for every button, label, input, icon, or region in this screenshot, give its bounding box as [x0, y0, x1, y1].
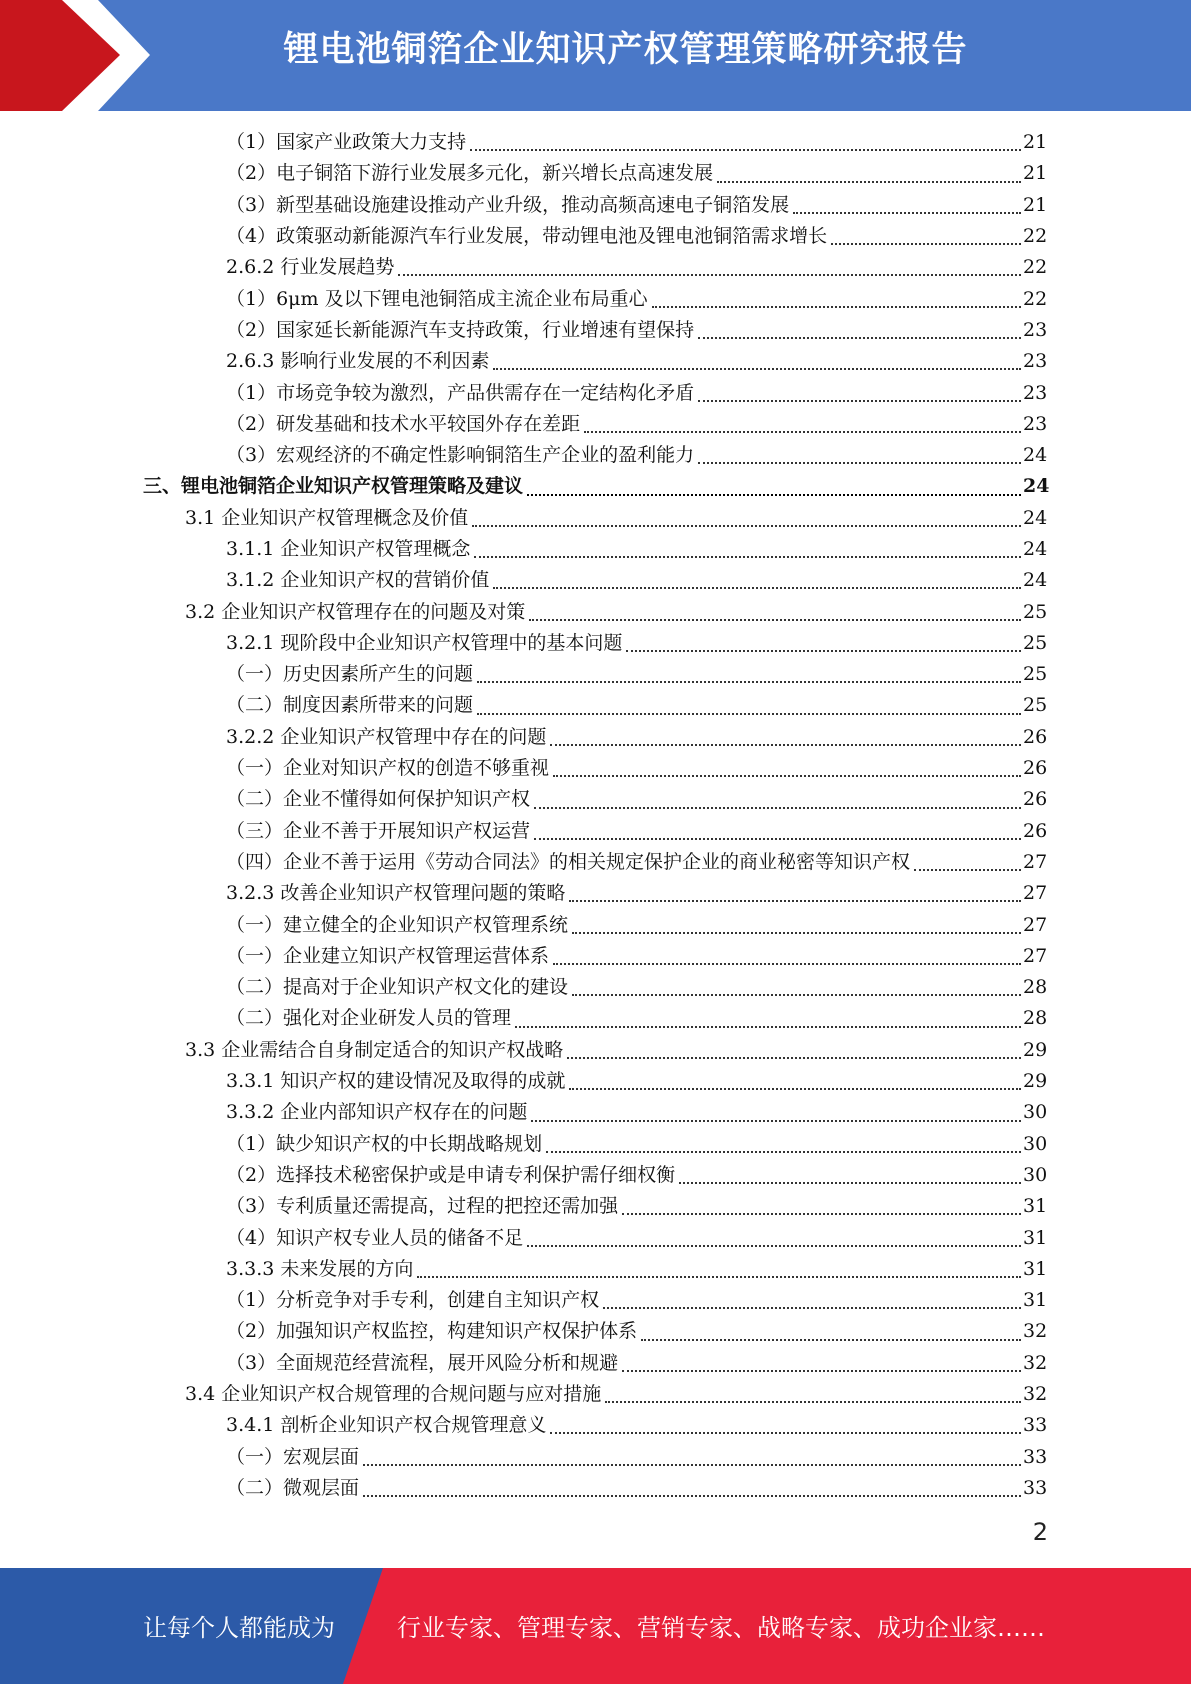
toc-entry[interactable] [0, 816, 1191, 847]
toc-entry-title: （3）新型基础设施建设推动产业升级，推动高频高速电子铜箔发展 [226, 193, 790, 216]
toc-entry[interactable] [0, 909, 1191, 940]
toc-entry-page: 23 [1023, 350, 1048, 373]
toc-leader-dots [567, 1035, 1021, 1059]
toc-entry-page: 31 [1023, 1226, 1048, 1249]
toc-leader-dots [572, 910, 1021, 934]
toc-leader-dots [569, 1066, 1021, 1090]
toc-leader-dots [534, 816, 1021, 840]
toc-leader-dots [622, 1348, 1021, 1372]
toc-entry-page: 28 [1023, 1007, 1048, 1030]
toc-entry-title: （二）提高对于企业知识产权文化的建设 [226, 976, 569, 999]
toc-entry-title: 3.1 企业知识产权管理概念及价值 [185, 506, 469, 529]
toc-entry-page: 33 [1023, 1445, 1048, 1468]
toc-entry-page: 26 [1023, 819, 1048, 842]
toc-entry[interactable] [0, 158, 1191, 189]
toc-leader-dots [472, 503, 1021, 527]
toc-leader-dots [363, 1473, 1021, 1497]
toc-leader-dots [572, 972, 1021, 996]
toc-leader-dots [652, 284, 1021, 308]
toc-entry-page: 24 [1023, 475, 1050, 498]
toc-entry-page: 27 [1023, 850, 1048, 873]
toc-entry-page: 21 [1023, 162, 1048, 185]
toc-entry[interactable] [0, 1285, 1191, 1316]
toc-leader-dots [626, 628, 1021, 652]
toc-entry-title: 3.3 企业需结合自身制定适合的知识产权战略 [185, 1038, 564, 1061]
toc-entry[interactable] [0, 315, 1191, 346]
toc-entry-title: （二）微观层面 [226, 1476, 360, 1499]
toc-entry-page: 23 [1023, 318, 1048, 341]
toc-entry[interactable] [0, 534, 1191, 565]
toc-entry-title: （二）强化对企业研发人员的管理 [226, 1007, 512, 1030]
toc-entry-title: 3.1.2 企业知识产权的营销价值 [226, 569, 490, 592]
toc-leader-dots [534, 785, 1021, 809]
toc-entry-title: （二）制度因素所带来的问题 [226, 694, 474, 717]
toc-entry-title: （四）企业不善于运用《劳动合同法》的相关规定保护企业的商业秘密等知识产权 [226, 850, 911, 873]
toc-entry-page: 29 [1023, 1070, 1048, 1093]
toc-entry-page: 32 [1023, 1320, 1048, 1343]
toc-entry[interactable] [0, 565, 1191, 596]
toc-entry[interactable] [0, 1066, 1191, 1097]
toc-entry-page: 21 [1023, 193, 1048, 216]
page-number: 2 [1032, 1518, 1048, 1546]
toc-entry-page: 24 [1023, 444, 1048, 467]
toc-entry[interactable] [0, 409, 1191, 440]
toc-entry-title: 2.6.2 行业发展趋势 [226, 256, 395, 279]
toc-leader-dots [531, 1098, 1021, 1122]
toc-entry-page: 25 [1023, 631, 1048, 654]
toc-entry-title: 3.2.3 改善企业知识产权管理问题的策略 [226, 882, 566, 905]
toc-entry-title: （1）国家产业政策大力支持 [226, 131, 467, 154]
toc-entry[interactable] [0, 1160, 1191, 1191]
toc-leader-dots [527, 472, 1021, 496]
toc-entry[interactable] [0, 941, 1191, 972]
toc-entry-page: 22 [1023, 256, 1048, 279]
toc-entry[interactable] [0, 127, 1191, 158]
toc-leader-dots [474, 534, 1021, 558]
toc-entry-title: 3.2.1 现阶段中企业知识产权管理中的基本问题 [226, 631, 623, 654]
toc-entry-title: 3.4 企业知识产权合规管理的合规问题与应对措施 [185, 1383, 602, 1406]
toc-entry-page: 22 [1023, 287, 1048, 310]
toc-leader-dots [546, 1129, 1021, 1153]
toc-entry[interactable] [0, 1097, 1191, 1128]
footer-slogan-right: 行业专家、管理专家、营销专家、战略专家、成功企业家…… [397, 1614, 1045, 1642]
toc-leader-dots [477, 691, 1021, 715]
toc-entry-title: 2.6.3 影响行业发展的不利因素 [226, 350, 490, 373]
toc-entry-page: 30 [1023, 1132, 1048, 1155]
toc-leader-dots [914, 847, 1021, 871]
toc-entry-title: （一）建立健全的企业知识产权管理系统 [226, 913, 569, 936]
toc-entry-page: 30 [1023, 1101, 1048, 1124]
toc-entry[interactable] [0, 1379, 1191, 1410]
toc-entry[interactable] [0, 377, 1191, 408]
toc-entry[interactable] [0, 1003, 1191, 1034]
toc-entry-page: 22 [1023, 225, 1048, 248]
toc-entry-title: 3.3.2 企业内部知识产权存在的问题 [226, 1101, 528, 1124]
toc-entry-page: 31 [1023, 1289, 1048, 1312]
toc-entry-page: 33 [1023, 1414, 1048, 1437]
toc-entry[interactable] [0, 1441, 1191, 1472]
toc-leader-dots [569, 878, 1021, 902]
toc-entry[interactable] [0, 221, 1191, 252]
toc-entry[interactable] [0, 847, 1191, 878]
toc-entry[interactable] [0, 1035, 1191, 1066]
toc-entry-title: （3）宏观经济的不确定性影响铜箔生产企业的盈利能力 [226, 444, 695, 467]
report-title: 锂电池铜箔企业知识产权管理策略研究报告 [283, 30, 968, 70]
footer-slogan-left: 让每个人都能成为 [143, 1614, 335, 1642]
toc-entry-page: 25 [1023, 694, 1048, 717]
toc-entry[interactable] [0, 596, 1191, 627]
toc-entry-page: 21 [1023, 131, 1048, 154]
toc-leader-dots [641, 1317, 1021, 1341]
page-footer [0, 1568, 1191, 1684]
toc-leader-dots [493, 565, 1021, 589]
toc-leader-dots [550, 1410, 1021, 1434]
toc-leader-dots [698, 378, 1021, 402]
toc-entry-page: 32 [1023, 1351, 1048, 1374]
toc-leader-dots [529, 597, 1021, 621]
toc-entry[interactable] [0, 722, 1191, 753]
toc-entry-title: 3.2 企业知识产权管理存在的问题及对策 [185, 600, 526, 623]
toc-leader-dots [622, 1191, 1021, 1215]
toc-entry[interactable] [0, 1316, 1191, 1347]
toc-entry[interactable] [0, 252, 1191, 283]
toc-entry-page: 26 [1023, 788, 1048, 811]
toc-leader-dots [363, 1442, 1021, 1466]
toc-entry-title: 3.4.1 剖析企业知识产权合规管理意义 [226, 1414, 547, 1437]
toc-entry-page: 26 [1023, 757, 1048, 780]
toc-leader-dots [550, 722, 1021, 746]
toc-entry-title: 3.1.1 企业知识产权管理概念 [226, 538, 471, 560]
toc-entry-page: 27 [1023, 944, 1048, 967]
toc-entry-page: 31 [1023, 1195, 1048, 1218]
toc-entry[interactable] [0, 972, 1191, 1003]
toc-entry[interactable] [0, 1473, 1191, 1504]
toc-leader-dots [793, 190, 1021, 214]
toc-entry[interactable] [0, 753, 1191, 784]
toc-entry-title: 3.3.3 未来发展的方向 [226, 1257, 414, 1280]
toc-entry-page: 30 [1023, 1163, 1048, 1186]
toc-entry[interactable] [0, 190, 1191, 221]
toc-leader-dots [831, 221, 1021, 245]
toc-entry[interactable] [0, 1222, 1191, 1253]
toc-entry-page: 32 [1023, 1383, 1048, 1406]
toc-entry-title: （一）企业对知识产权的创造不够重视 [226, 757, 550, 780]
toc-leader-dots [584, 409, 1021, 433]
toc-entry-page: 27 [1023, 882, 1048, 905]
toc-leader-dots [605, 1379, 1021, 1403]
toc-entry-title: 3.3.1 知识产权的建设情况及取得的成就 [226, 1070, 566, 1093]
toc-entry-title: （4）知识产权专业人员的储备不足 [226, 1226, 524, 1249]
toc-entry-page: 23 [1023, 381, 1048, 404]
toc-leader-dots [470, 127, 1021, 151]
toc-entry[interactable] [0, 346, 1191, 377]
toc-leader-dots [679, 1160, 1021, 1184]
toc-entry-page: 29 [1023, 1038, 1048, 1061]
toc-entry-title: （2）研发基础和技术水平较国外存在差距 [226, 412, 581, 435]
toc-entry-page: 24 [1023, 569, 1048, 592]
toc-leader-dots [493, 346, 1021, 370]
toc-leader-dots [515, 1004, 1021, 1028]
toc-leader-dots [417, 1254, 1021, 1278]
toc-entry-title: （4）政策驱动新能源汽车行业发展，带动锂电池及锂电池铜箔需求增长 [226, 225, 828, 248]
toc-entry-title: （1）市场竞争较为激烈，产品供需存在一定结构化矛盾 [226, 381, 695, 404]
toc-entry-page: 23 [1023, 412, 1048, 435]
toc-leader-dots [477, 659, 1021, 683]
table-of-contents [0, 127, 1191, 1504]
toc-entry-page: 33 [1023, 1476, 1048, 1499]
toc-entry[interactable] [0, 1191, 1191, 1222]
toc-entry-title: （3）全面规范经营流程，展开风险分析和规避 [226, 1351, 619, 1374]
toc-entry[interactable] [0, 1129, 1191, 1160]
toc-entry-page: 26 [1023, 725, 1048, 748]
toc-entry[interactable] [0, 1410, 1191, 1441]
toc-entry-title: （1）缺少知识产权的中长期战略规划 [226, 1132, 543, 1155]
toc-entry[interactable] [0, 283, 1191, 314]
toc-leader-dots [717, 159, 1021, 183]
toc-entry-page: 25 [1023, 663, 1048, 686]
toc-entry-page: 24 [1023, 538, 1048, 560]
toc-entry-page: 24 [1023, 506, 1048, 529]
toc-entry-page: 31 [1023, 1257, 1048, 1280]
toc-entry-title: （二）企业不懂得如何保护知识产权 [226, 788, 531, 811]
toc-entry-title: （3）专利质量还需提高，过程的把控还需加强 [226, 1195, 619, 1218]
toc-entry-page: 27 [1023, 913, 1048, 936]
toc-leader-dots [698, 440, 1021, 464]
toc-entry[interactable] [0, 784, 1191, 815]
toc-entry-title: （2）选择技术秘密保护或是申请专利保护需仔细权衡 [226, 1163, 676, 1186]
toc-entry-title: 3.2.2 企业知识产权管理中存在的问题 [226, 725, 547, 748]
toc-entry-title: （一）宏观层面 [226, 1445, 360, 1468]
toc-entry-title: （1）分析竞争对手专利，创建自主知识产权 [226, 1289, 600, 1312]
toc-entry[interactable] [0, 1254, 1191, 1285]
toc-entry[interactable] [0, 440, 1191, 471]
toc-leader-dots [698, 315, 1021, 339]
toc-entry-title: （一）历史因素所产生的问题 [226, 663, 474, 686]
toc-leader-dots [398, 252, 1021, 276]
toc-entry[interactable] [0, 1348, 1191, 1379]
toc-entry-title: （2）电子铜箔下游行业发展多元化，新兴增长点高速发展 [226, 162, 714, 185]
toc-entry-page: 25 [1023, 600, 1048, 623]
page-header [0, 0, 1191, 111]
toc-entry[interactable] [0, 878, 1191, 909]
toc-leader-dots [527, 1223, 1021, 1247]
toc-leader-dots [553, 941, 1021, 965]
toc-entry[interactable] [0, 628, 1191, 659]
toc-entry-title: （三）企业不善于开展知识产权运营 [226, 819, 531, 842]
toc-entry[interactable] [0, 503, 1191, 534]
toc-entry[interactable] [0, 659, 1191, 690]
toc-leader-dots [603, 1285, 1021, 1309]
toc-entry[interactable] [0, 471, 1191, 502]
toc-entry-title: （1）6μm 及以下锂电池铜箔成主流企业布局重心 [226, 287, 648, 310]
toc-entry-page: 28 [1023, 976, 1048, 999]
toc-entry[interactable] [0, 690, 1191, 721]
toc-entry-title: （2）国家延长新能源汽车支持政策，行业增速有望保持 [226, 318, 695, 341]
toc-entry-title: （2）加强知识产权监控，构建知识产权保护体系 [226, 1320, 638, 1343]
toc-entry-title: （一）企业建立知识产权管理运营体系 [226, 944, 550, 967]
toc-leader-dots [553, 753, 1021, 777]
toc-entry-title: 三、锂电池铜箔企业知识产权管理策略及建议 [143, 475, 524, 498]
